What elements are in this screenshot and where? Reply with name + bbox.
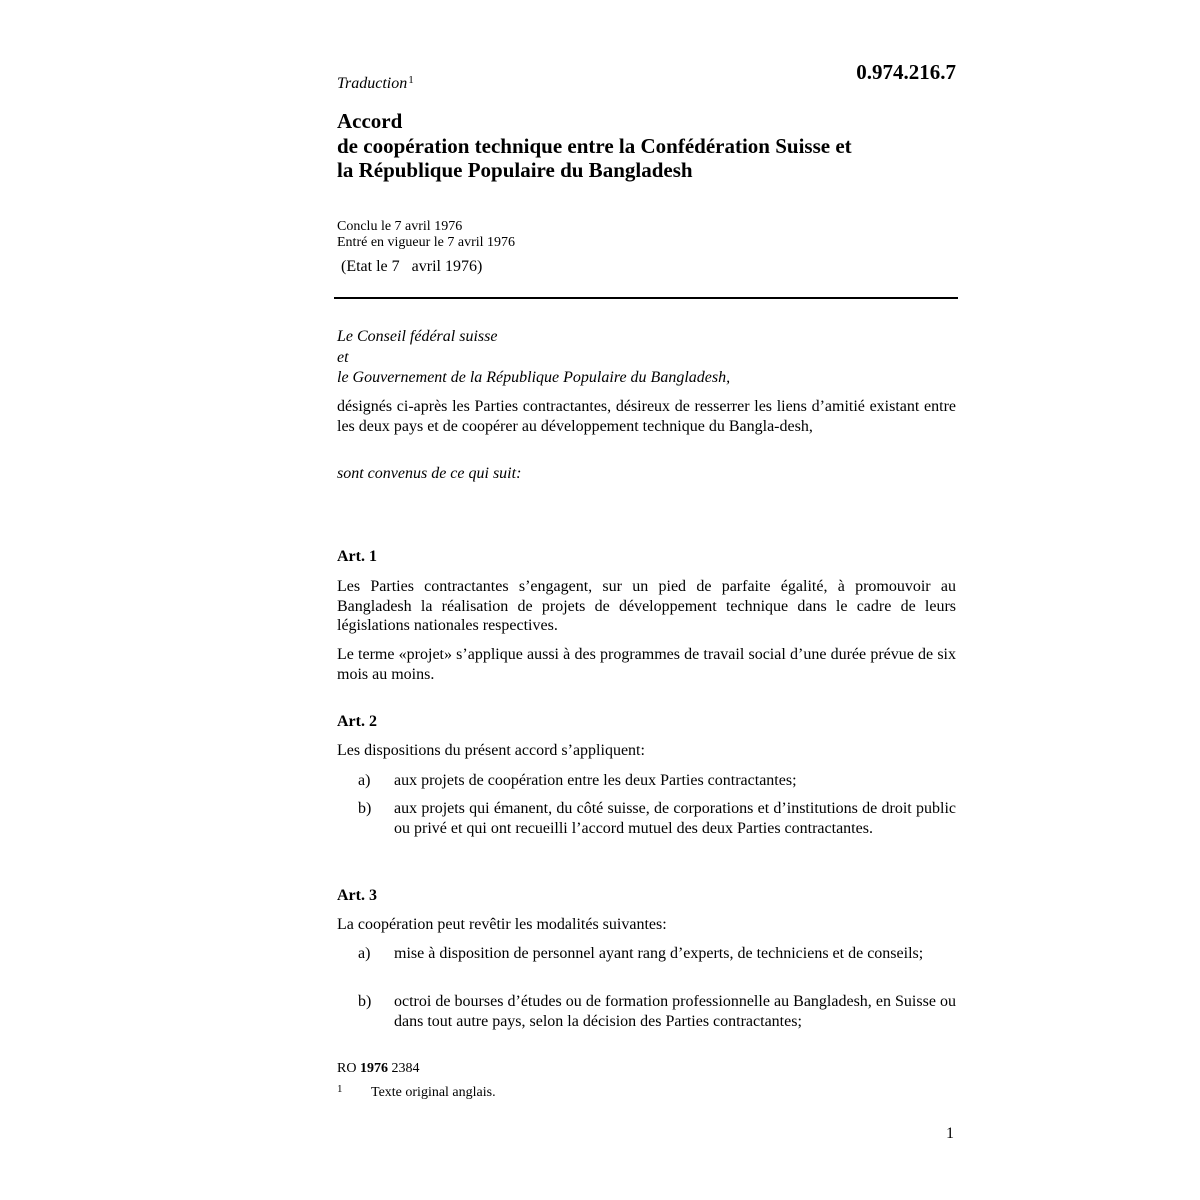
footnote [337,1079,496,1103]
article-2-intro: Les dispositions du présent accord s’appliquent: [337,742,645,759]
preamble-and: et [337,349,349,366]
ro-prefix: RO [337,1061,357,1076]
document-page [337,0,956,1200]
translation-note [337,74,414,93]
list-text: aux projets de coopération entre les deux Parties contractantes; [394,772,797,789]
rs-number: 0.974.216.7 [856,60,956,84]
list-label: a) [358,945,371,962]
title-line-2: de coopération technique entre la Confédération Suisse et [337,133,852,158]
title-line-1: Accord [337,109,403,133]
list-text: octroi de bourses d’études ou de formation professionnelle au Bangladesh, en Suisse ou dans tout autre pays, selon la décision des Parties contractantes; [394,993,956,1030]
translation-label: Traduction [337,75,408,92]
preamble-party-1: Le Conseil fédéral suisse [337,328,498,345]
article-3-heading: Art. 3 [337,887,377,904]
footnote-text: Texte original anglais. [371,1085,496,1100]
list-label: b) [358,800,372,817]
ro-page: 2384 [391,1061,420,1076]
article-2-heading: Art. 2 [337,713,377,730]
list-text: mise à disposition de personnel ayant rang d’experts, de techniciens et de conseils; [394,945,924,962]
header-divider [334,297,958,299]
document-dates [337,219,515,251]
page-header [337,60,956,100]
footnote-number: 1 [337,1083,343,1095]
concluded-date: Conclu le 7 avril 1976 [337,219,463,234]
article-1-paragraph-2: Le terme «projet» s’applique aussi à des programmes de travail social d’une durée prévue de six mois au moins. [337,646,956,683]
list-label: a) [358,772,371,789]
page-footer [337,1059,496,1103]
document-title [337,109,956,183]
list-text: aux projets qui émanent, du côté suisse, de corporations et d’institutions de droit public ou privé et qui ont recueilli l’accord mutuel des deux Parties contractantes. [394,800,956,837]
footnote-reference[interactable]: 1 [408,74,414,86]
preamble-agreed: sont convenus de ce qui suit: [337,465,522,482]
ro-year: 1976 [359,1061,388,1076]
article-1-paragraph-1: Les Parties contractantes s’engagent, sur un pied de parfaite égalité, à promouvoir au Bangladesh la réalisation de projets de développement technique dans le cadre de leurs législations nationales respectives. [337,578,956,634]
list-label: b) [358,993,372,1010]
official-collection-reference [337,1059,496,1079]
preamble-party-2: le Gouvernement de la République Populaire du Bangladesh, [337,369,731,386]
entry-into-force-date: Entré en vigueur le 7 avril 1976 [337,235,516,250]
preamble-text: désignés ci-après les Parties contractantes, désireux de resserrer les liens d’amitié existant entre les deux pays et de coopérer au développement technique du Bangla-desh, [337,398,956,435]
page-number: 1 [946,1125,954,1142]
title-line-3: la République Populaire du Bangladesh [337,158,693,182]
state-date: (Etat le 7 avril 1976) [341,258,483,275]
article-3-intro: La coopération peut revêtir les modalités suivantes: [337,916,667,933]
article-1-heading: Art. 1 [337,548,377,565]
